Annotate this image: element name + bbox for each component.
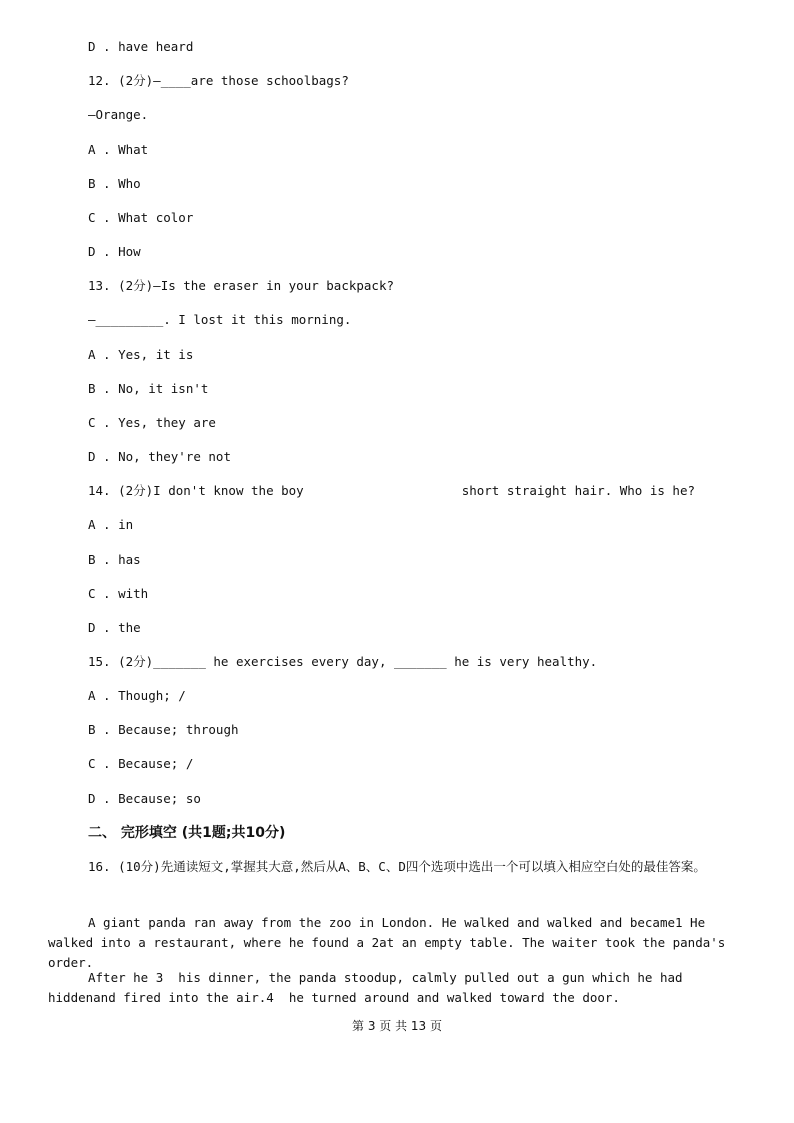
q12-option-d: D . How — [88, 244, 141, 259]
passage-paragraph-2: After he 3 his dinner, the panda stoodup, calmly pulled out a gun which he had hiddenand fired into the air.4 he turned around and walked toward the door. — [48, 970, 691, 1005]
q14-option-c: C . with — [88, 586, 149, 601]
q15-option-a: A . Though; / — [88, 688, 186, 703]
q13-option-c: C . Yes, they are — [88, 415, 216, 430]
q12-reply: —Orange. — [88, 107, 149, 122]
q15-stem: 15. (2分)_______ he exercises every day, _______ he is very healthy. — [88, 654, 598, 669]
q15-option-b: B . Because; through — [88, 722, 239, 737]
section-heading-cloze: 二、 完形填空 (共1题;共10分) — [88, 825, 286, 841]
q15-option-d: D . Because; so — [88, 791, 201, 806]
q14-stem-part2: short straight hair. Who is he? — [461, 483, 695, 498]
q11-option-d: D . have heard — [88, 39, 194, 54]
q12-stem: 12. (2分)—____are those schoolbags? — [88, 73, 349, 88]
passage-paragraph-1: A giant panda ran away from the zoo in London. He walked and walked and became1 He walked into a restaurant, where he found a 2at an empty table. The waiter took the panda's order. — [48, 915, 733, 970]
q14-option-a: A . in — [88, 517, 134, 532]
q14-option-b: B . has — [88, 552, 141, 567]
q16-instruction: 16. (10分)先通读短文,掌握其大意,然后从A、B、C、D四个选项中选出一个可以填入相应空白处的最佳答案。 — [88, 859, 706, 874]
page-footer: 第 3 页 共 13 页 — [352, 1019, 442, 1033]
q13-stem: 13. (2分)—Is the eraser in your backpack? — [88, 278, 394, 293]
q14-stem — [88, 483, 695, 499]
q15-option-c: C . Because; / — [88, 756, 194, 771]
q12-option-c: C . What color — [88, 210, 194, 225]
q12-option-b: B . Who — [88, 176, 141, 191]
q14-option-d: D . the — [88, 620, 141, 635]
q12-option-a: A . What — [88, 142, 149, 157]
q13-option-d: D . No, they're not — [88, 449, 231, 464]
q13-option-a: A . Yes, it is — [88, 347, 194, 362]
q14-stem-part1: 14. (2分)I don't know the boy — [88, 483, 304, 498]
q13-reply: —_________. I lost it this morning. — [88, 312, 352, 327]
q13-option-b: B . No, it isn't — [88, 381, 209, 396]
